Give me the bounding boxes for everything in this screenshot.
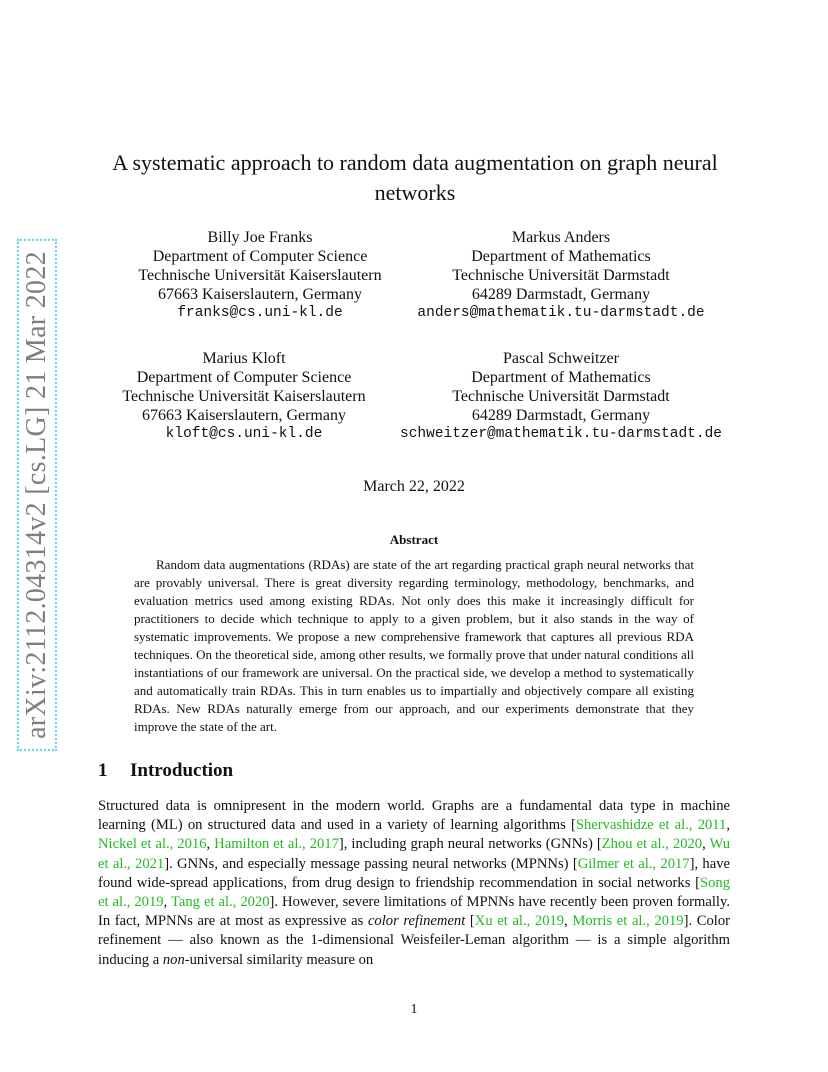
author-address: 67663 Kaiserslautern, Germany — [142, 407, 346, 424]
introduction-paragraph — [98, 797, 730, 970]
section-heading — [98, 760, 233, 782]
citation-link[interactable]: Nickel et al., 2016 — [98, 836, 207, 853]
intro-separator: , — [163, 894, 171, 911]
author-department: Department of Mathematics — [471, 248, 651, 265]
arxiv-identifier — [14, 251, 60, 739]
author-university: Technische Universität Darmstadt — [452, 267, 670, 284]
author-name: Pascal Schweitzer — [503, 350, 619, 367]
intro-separator: , — [702, 836, 710, 853]
author-address: 64289 Darmstadt, Germany — [471, 407, 651, 424]
intro-text: ], including graph neural networks (GNNs) [ — [338, 836, 602, 853]
citation-link[interactable]: Song et al., 2019 — [98, 874, 730, 911]
intro-text: Structured data is omnipresent in the modern world. Graphs are a fundamental data type in machine learning (ML) on structured data and used in a variety of learning algorithms [ — [98, 798, 730, 834]
author-department: Department of Computer Science — [136, 369, 352, 386]
author-name: Billy Joe Franks — [207, 229, 313, 246]
author-university: Technische Universität Kaiserslautern — [138, 267, 382, 284]
author-email: anders@mathematik.tu-darmstadt.de — [417, 305, 705, 321]
author-email: kloft@cs.uni-kl.de — [165, 426, 323, 442]
emphasis: non — [162, 951, 185, 968]
intro-text: ]. GNNs, and especially message passing neural networks (MPNNs) [ — [164, 855, 578, 872]
abstract-heading: Abstract — [389, 532, 439, 547]
author-department: Department of Computer Science — [152, 248, 368, 265]
author-department: Department of Mathematics — [471, 369, 651, 386]
intro-separator: , — [564, 913, 573, 930]
citation-link[interactable]: Shervashidze et al., 2011 — [575, 817, 727, 834]
intro-text: [ — [465, 913, 475, 930]
paper-title: A systematic approach to random data augmentation on graph neural networks — [112, 150, 718, 205]
intro-text: ]. Color refinement — also known as the 1-dimensional Weisfeiler-Leman algorithm — is a simple algorithm inducing a — [98, 913, 731, 968]
citation-link[interactable]: Tang et al., 2020 — [170, 894, 270, 911]
author-address: 67663 Kaiserslautern, Germany — [158, 286, 362, 303]
citation-link[interactable]: Xu et al., 2019 — [474, 913, 565, 930]
author-block-franks — [112, 228, 408, 323]
emphasis: color refinement — [367, 913, 466, 930]
author-university: Technische Universität Kaiserslautern — [122, 388, 366, 405]
intro-separator: , — [206, 836, 215, 853]
citation-link[interactable]: Hamilton et al., 2017 — [214, 836, 339, 853]
author-university: Technische Universität Darmstadt — [452, 388, 670, 405]
section-title: Introduction — [130, 760, 234, 781]
intro-text: ]. However, severe limitations of MPNNs have recently been proven formally. In fact, MPNNs are at most as expressive as — [98, 894, 730, 930]
author-name: Markus Anders — [511, 229, 611, 246]
citation-link[interactable]: Gilmer et al., 2017 — [577, 855, 690, 872]
publication-date: March 22, 2022 — [363, 478, 465, 495]
intro-text: -universal similarity measure on — [184, 951, 374, 968]
author-block-kloft — [96, 349, 392, 444]
page-number: 1 — [410, 1002, 418, 1017]
intro-separator: , — [726, 817, 731, 834]
section-number: 1 — [98, 760, 108, 781]
author-address: 64289 Darmstadt, Germany — [471, 286, 651, 303]
citation-link[interactable]: Zhou et al., 2020 — [601, 836, 703, 853]
author-email: franks@cs.uni-kl.de — [177, 305, 343, 321]
author-block-schweitzer — [392, 349, 730, 444]
author-email: schweitzer@mathematik.tu-darmstadt.de — [400, 426, 722, 442]
citation-link[interactable]: Wu et al., 2021 — [98, 836, 730, 872]
citation-link[interactable]: Morris et al., 2019 — [572, 913, 684, 930]
abstract-text: Random data augmentations (RDAs) are state of the art regarding practical graph neural networks that are provably universal. There is great diversity regarding terminology, methodology, benchmarks, and evaluation metrics used among existing RDAs. Not only does this make it increasingly difficult for practitioners to decide which technique to apply to a given problem, but it also stands in the way of systematic improvements. We propose a new comprehensive framework that captures all previous RDA techniques. On the theoretical side, among other results, we formally prove that under natural conditions all instantiations of our framework are universal. On the practical side, we develop a method to systematically and automatically train RDAs. This in turn enables us to impartially and objectively compare all existing RDAs. New RDAs naturally emerge from our approach, and our experiments demonstrate that they improve the state of the art. — [134, 557, 694, 734]
author-block-anders — [408, 228, 714, 323]
intro-text: ], have found wide-spread applications, from drug design to friendship recommendation in social networks [ — [98, 855, 730, 891]
arxiv-identifier-text: arXiv:2112.04314v2 [cs.LG] 21 Mar 2022 — [17, 239, 57, 751]
author-name: Marius Kloft — [202, 350, 286, 367]
